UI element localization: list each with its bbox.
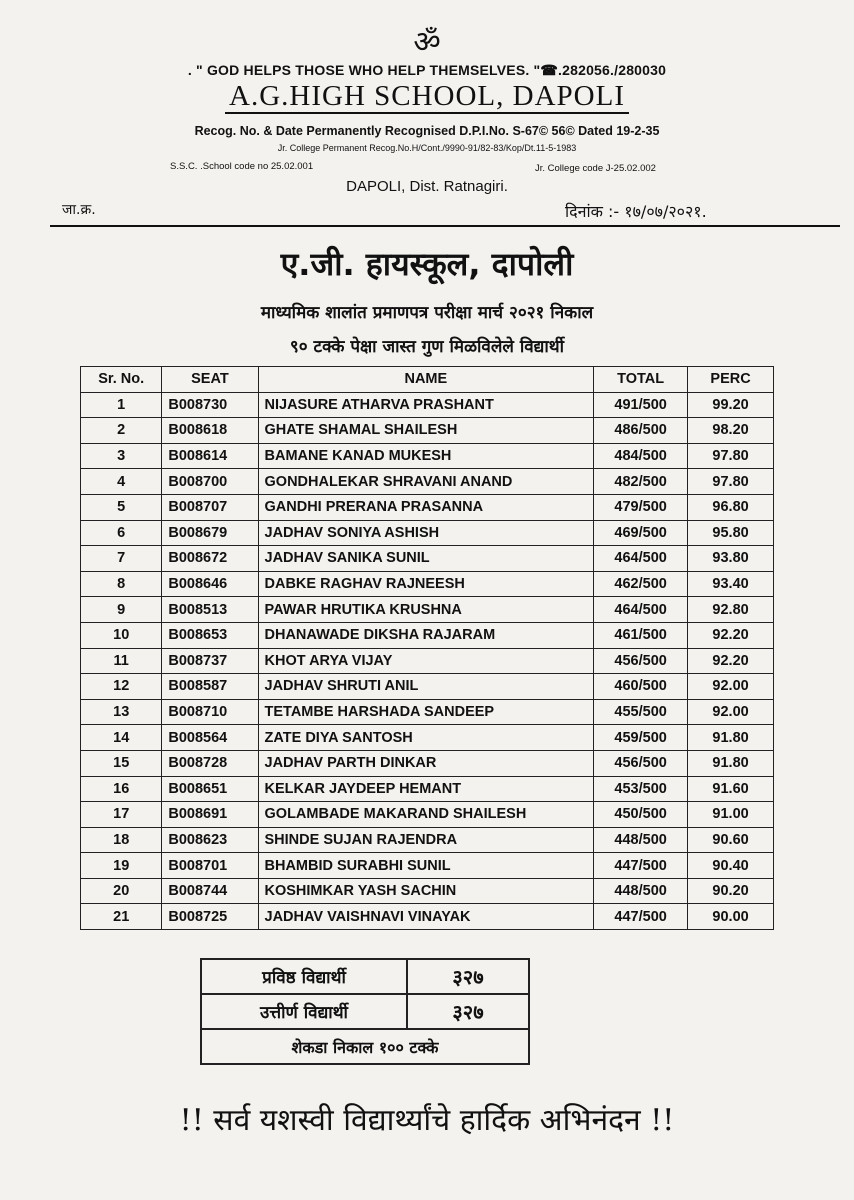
cell-total: 491/500: [594, 392, 688, 418]
congratulations-line: !! सर्व यशस्वी विद्यार्थ्यांचे हार्दिक अभिनंदन !!: [179, 1103, 675, 1138]
cell-seat: B008744: [162, 878, 258, 904]
col-perc: PERC: [688, 367, 774, 393]
results-table: [80, 366, 774, 930]
cell-seat: B008700: [162, 469, 258, 495]
table-row: [81, 392, 774, 418]
cell-perc: 92.80: [688, 597, 774, 623]
summary-row-passed: [201, 994, 529, 1029]
cell-perc: 92.20: [688, 622, 774, 648]
table-row: [81, 520, 774, 546]
marathi-title: ए.जी. हायस्कूल, दापोली: [280, 245, 574, 283]
table-row: [81, 776, 774, 802]
students-subtitle: ९० टक्के पेक्षा जास्त गुण मिळविलेले विद्यार्थी: [289, 337, 565, 357]
cell-total: 448/500: [594, 827, 688, 853]
cell-perc: 97.80: [688, 469, 774, 495]
cell-sr-no: 4: [81, 469, 162, 495]
cell-perc: 91.80: [688, 725, 774, 751]
cell-seat: B008618: [162, 418, 258, 444]
result-percentage: शेकडा निकाल १०० टक्के: [201, 1029, 529, 1064]
cell-sr-no: 3: [81, 443, 162, 469]
cell-sr-no: 15: [81, 750, 162, 776]
table-row: [81, 494, 774, 520]
cell-total: 447/500: [594, 853, 688, 879]
exam-subtitle: माध्यमिक शालांत प्रमाणपत्र परीक्षा मार्च २०२१ निकाल: [260, 303, 594, 323]
table-row: [81, 853, 774, 879]
cell-name: DABKE RAGHAV RAJNEESH: [258, 571, 594, 597]
cell-sr-no: 13: [81, 699, 162, 725]
cell-seat: B008614: [162, 443, 258, 469]
recognition-line: Recog. No. & Date Permanently Recognised D.P.I.No. S-67© 56© Dated 19-2-35: [194, 124, 660, 138]
table-row: [81, 725, 774, 751]
cell-total: 460/500: [594, 674, 688, 700]
table-row: [81, 469, 774, 495]
cell-name: BHAMBID SURABHI SUNIL: [258, 853, 594, 879]
school-name: [0, 80, 854, 113]
cell-total: 455/500: [594, 699, 688, 725]
cell-seat: B008710: [162, 699, 258, 725]
table-row: [81, 418, 774, 444]
cell-name: JADHAV SHRUTI ANIL: [258, 674, 594, 700]
cell-seat: B008737: [162, 648, 258, 674]
school-name-text: A.G.HIGH SCHOOL, DAPOLI: [225, 80, 629, 114]
summary-row-result: [201, 1029, 529, 1064]
cell-sr-no: 9: [81, 597, 162, 623]
cell-seat: B008701: [162, 853, 258, 879]
table-row: [81, 827, 774, 853]
table-row: [81, 622, 774, 648]
cell-name: SHINDE SUJAN RAJENDRA: [258, 827, 594, 853]
cell-total: 448/500: [594, 878, 688, 904]
cell-seat: B008730: [162, 392, 258, 418]
summary-table: [200, 958, 530, 1065]
ssc-school-code: S.S.C. .School code no 25.02.001: [170, 161, 314, 172]
cell-sr-no: 21: [81, 904, 162, 930]
jr-college-code: Jr. College code J-25.02.002: [535, 163, 656, 174]
cell-total: 447/500: [594, 904, 688, 930]
cell-name: KELKAR JAYDEEP HEMANT: [258, 776, 594, 802]
cell-perc: 97.80: [688, 443, 774, 469]
cell-name: TETAMBE HARSHADA SANDEEP: [258, 699, 594, 725]
cell-seat: B008646: [162, 571, 258, 597]
cell-sr-no: 14: [81, 725, 162, 751]
jr-college-recognition: Jr. College Permanent Recog.No.H/Cont./9990-91/82-83/Kop/Dt.11-5-1983: [277, 143, 577, 153]
cell-sr-no: 2: [81, 418, 162, 444]
cell-perc: 91.00: [688, 802, 774, 828]
table-row: [81, 443, 774, 469]
col-name: NAME: [258, 367, 594, 393]
table-row: [81, 904, 774, 930]
cell-name: NIJASURE ATHARVA PRASHANT: [258, 392, 594, 418]
cell-total: 469/500: [594, 520, 688, 546]
cell-name: GANDHI PRERANA PRASANNA: [258, 494, 594, 520]
cell-perc: 99.20: [688, 392, 774, 418]
cell-name: GHATE SHAMAL SHAILESH: [258, 418, 594, 444]
cell-total: 450/500: [594, 802, 688, 828]
cell-name: JADHAV SONIYA ASHISH: [258, 520, 594, 546]
cell-name: GOLAMBADE MAKARAND SHAILESH: [258, 802, 594, 828]
cell-seat: B008564: [162, 725, 258, 751]
cell-seat: B008623: [162, 827, 258, 853]
cell-sr-no: 16: [81, 776, 162, 802]
cell-name: KHOT ARYA VIJAY: [258, 648, 594, 674]
cell-sr-no: 5: [81, 494, 162, 520]
cell-sr-no: 1: [81, 392, 162, 418]
cell-sr-no: 11: [81, 648, 162, 674]
table-row: [81, 699, 774, 725]
cell-sr-no: 8: [81, 571, 162, 597]
cell-perc: 96.80: [688, 494, 774, 520]
col-seat: SEAT: [162, 367, 258, 393]
cell-name: DHANAWADE DIKSHA RAJARAM: [258, 622, 594, 648]
cell-total: 461/500: [594, 622, 688, 648]
cell-total: 464/500: [594, 597, 688, 623]
cell-name: PAWAR HRUTIKA KRUSHNA: [258, 597, 594, 623]
cell-total: 482/500: [594, 469, 688, 495]
cell-perc: 90.60: [688, 827, 774, 853]
summary-row-appeared: [201, 959, 529, 994]
cell-name: JADHAV SANIKA SUNIL: [258, 546, 594, 572]
cell-total: 453/500: [594, 776, 688, 802]
cell-seat: B008513: [162, 597, 258, 623]
cell-sr-no: 20: [81, 878, 162, 904]
table-row: [81, 571, 774, 597]
cell-sr-no: 17: [81, 802, 162, 828]
cell-perc: 93.80: [688, 546, 774, 572]
cell-total: 462/500: [594, 571, 688, 597]
passed-label: उत्तीर्ण विद्यार्थी: [201, 994, 407, 1029]
cell-name: BAMANE KANAD MUKESH: [258, 443, 594, 469]
cell-total: 459/500: [594, 725, 688, 751]
cell-total: 456/500: [594, 750, 688, 776]
cell-name: JADHAV PARTH DINKAR: [258, 750, 594, 776]
cell-perc: 93.40: [688, 571, 774, 597]
cell-sr-no: 7: [81, 546, 162, 572]
cell-perc: 91.80: [688, 750, 774, 776]
appeared-label: प्रविष्ठ विद्यार्थी: [201, 959, 407, 994]
cell-seat: B008653: [162, 622, 258, 648]
cell-name: GONDHALEKAR SHRAVANI ANAND: [258, 469, 594, 495]
table-row: [81, 648, 774, 674]
cell-seat: B008725: [162, 904, 258, 930]
cell-perc: 95.80: [688, 520, 774, 546]
cell-name: KOSHIMKAR YASH SACHIN: [258, 878, 594, 904]
cell-perc: 92.00: [688, 699, 774, 725]
cell-total: 486/500: [594, 418, 688, 444]
table-row: [81, 750, 774, 776]
cell-total: 479/500: [594, 494, 688, 520]
cell-sr-no: 6: [81, 520, 162, 546]
cell-seat: B008707: [162, 494, 258, 520]
cell-perc: 90.40: [688, 853, 774, 879]
cell-seat: B008587: [162, 674, 258, 700]
school-motto: . " GOD HELPS THOSE WHO HELP THEMSELVES. "☎.282056./280030: [187, 62, 667, 78]
cell-perc: 92.20: [688, 648, 774, 674]
cell-total: 464/500: [594, 546, 688, 572]
reference-label: जा.क्र.: [62, 202, 96, 218]
cell-sr-no: 18: [81, 827, 162, 853]
cell-sr-no: 12: [81, 674, 162, 700]
table-row: [81, 878, 774, 904]
cell-seat: B008651: [162, 776, 258, 802]
cell-perc: 90.20: [688, 878, 774, 904]
cell-seat: B008728: [162, 750, 258, 776]
table-row: [81, 674, 774, 700]
cell-perc: 91.60: [688, 776, 774, 802]
cell-name: JADHAV VAISHNAVI VINAYAK: [258, 904, 594, 930]
cell-total: 456/500: [594, 648, 688, 674]
cell-seat: B008691: [162, 802, 258, 828]
cell-seat: B008672: [162, 546, 258, 572]
table-header-row: [81, 367, 774, 393]
om-symbol: ॐ: [413, 25, 441, 60]
appeared-value: ३२७: [407, 959, 529, 994]
table-row: [81, 597, 774, 623]
col-sr-no: Sr. No.: [81, 367, 162, 393]
table-row: [81, 802, 774, 828]
date-label: दिनांक :- १७/०७/२०२१.: [565, 202, 707, 221]
passed-value: ३२७: [407, 994, 529, 1029]
col-total: TOTAL: [594, 367, 688, 393]
table-row: [81, 546, 774, 572]
cell-total: 484/500: [594, 443, 688, 469]
district-line: DAPOLI, Dist. Ratnagiri.: [346, 178, 508, 195]
cell-perc: 98.20: [688, 418, 774, 444]
cell-seat: B008679: [162, 520, 258, 546]
cell-name: ZATE DIYA SANTOSH: [258, 725, 594, 751]
header-divider: [50, 225, 840, 227]
cell-sr-no: 19: [81, 853, 162, 879]
cell-perc: 92.00: [688, 674, 774, 700]
cell-sr-no: 10: [81, 622, 162, 648]
cell-perc: 90.00: [688, 904, 774, 930]
